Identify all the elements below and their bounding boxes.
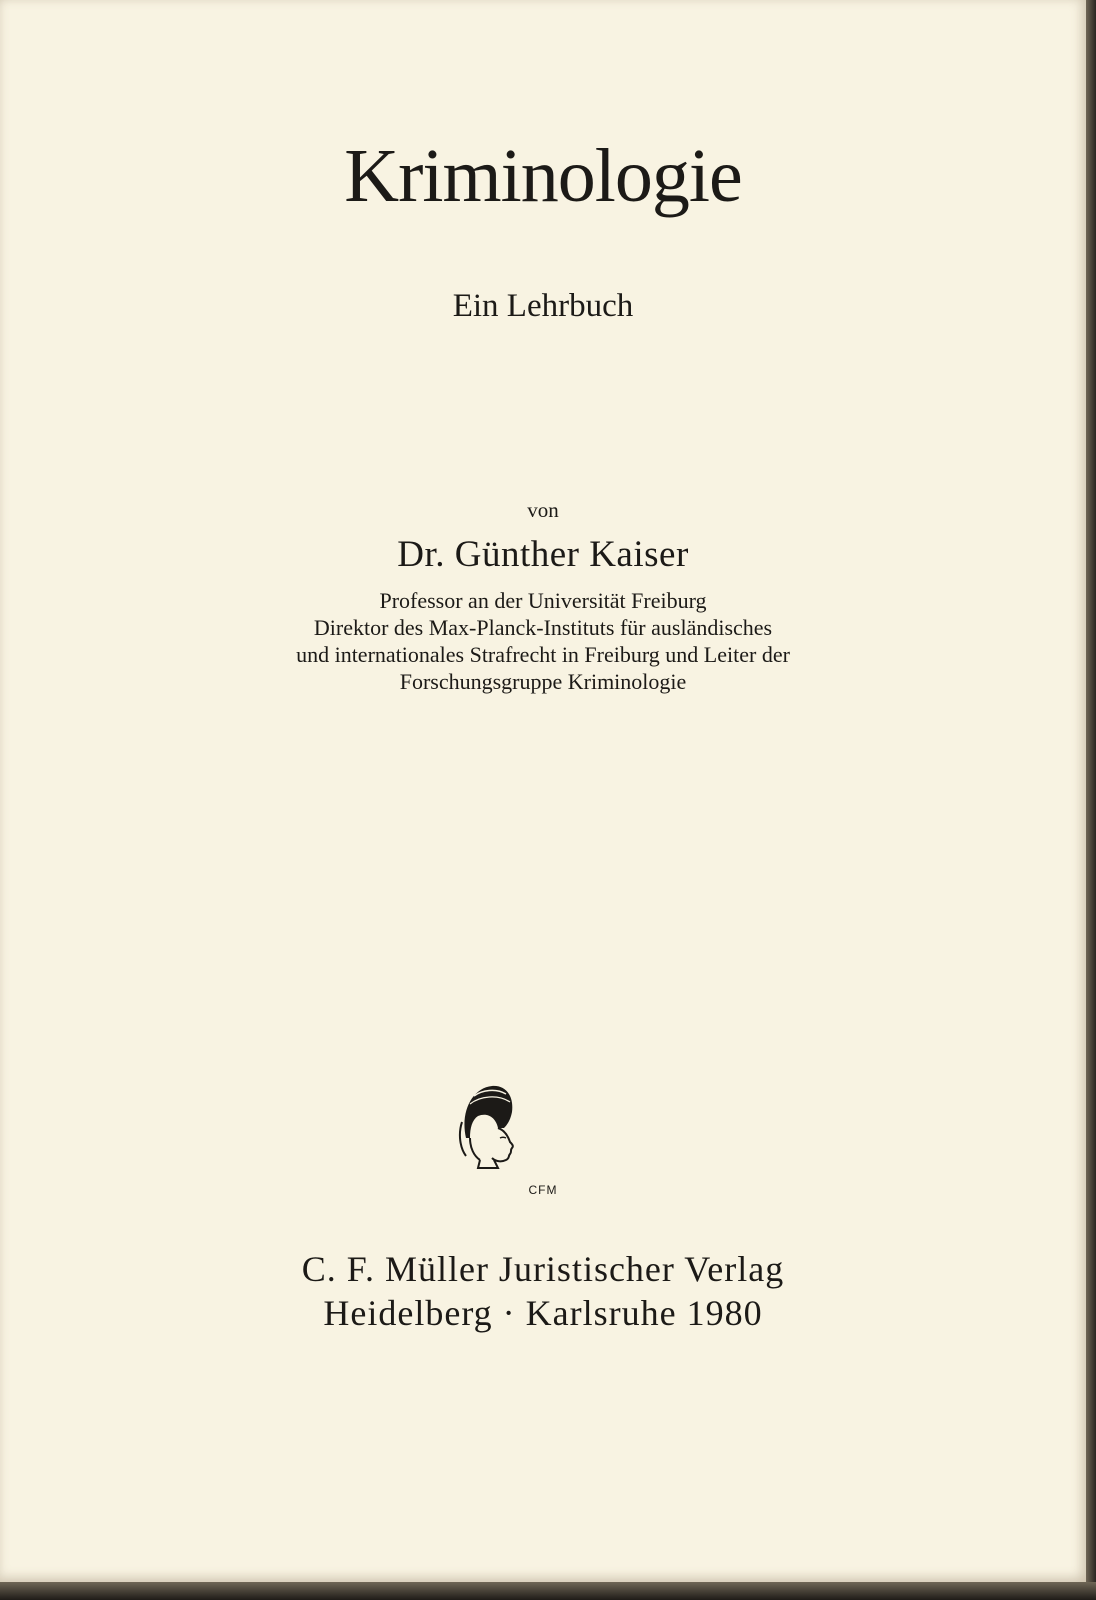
logo-caption: CFM — [528, 1183, 558, 1197]
page-edge-right — [1086, 0, 1096, 1600]
author-affiliation — [0, 587, 1086, 695]
affiliation-line: und internationales Strafrecht in Freiburg und Leiter der — [296, 642, 790, 667]
publisher-name: C. F. Müller Juristischer Verlag — [301, 1249, 785, 1289]
affiliation-line: Professor an der Universität Freiburg — [379, 588, 707, 613]
page-edge-bottom — [0, 1582, 1096, 1600]
publisher-block — [0, 1247, 1086, 1335]
publisher-place-year: Heidelberg · Karlsruhe 1980 — [323, 1293, 763, 1333]
book-subtitle: Ein Lehrbuch — [452, 288, 634, 324]
helmeted-head-icon — [452, 1082, 522, 1172]
affiliation-line: Direktor des Max-Planck-Instituts für ausländisches — [313, 615, 773, 640]
by-label: von — [527, 498, 559, 522]
book-title: Kriminologie — [344, 134, 742, 218]
affiliation-line: Forschungsgruppe Kriminologie — [399, 669, 687, 694]
author-name: Dr. Günther Kaiser — [397, 534, 689, 575]
